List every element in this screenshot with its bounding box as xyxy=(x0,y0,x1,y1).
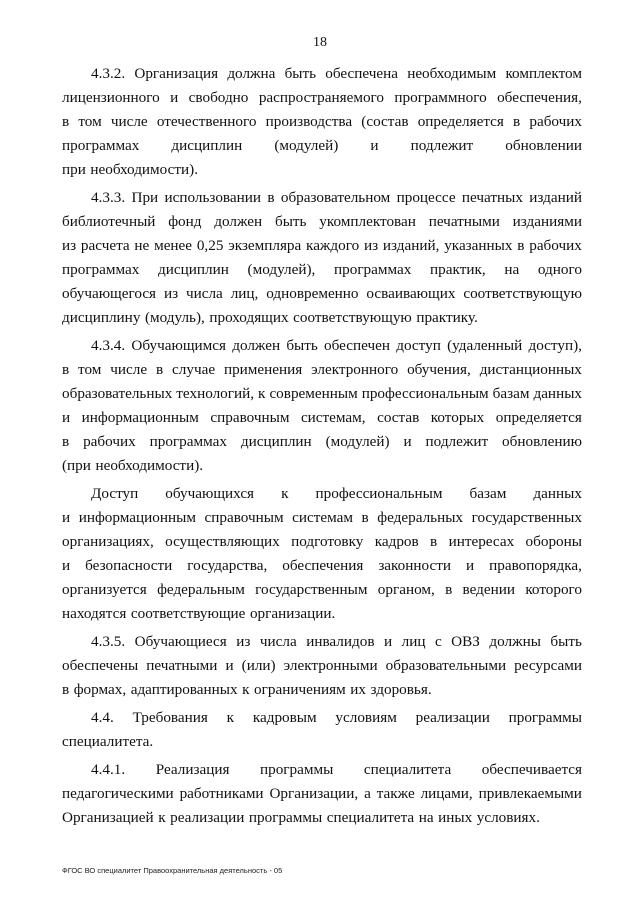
paragraph xyxy=(62,186,582,330)
text-line: из расчета не менее 0,25 экземпляра каждого из изданий, указанных в рабочих xyxy=(62,237,582,254)
text-line: находятся соответствующие организации. xyxy=(62,605,336,622)
text-line: 4.3.4. Обучающимся должен быть обеспечен доступ (удаленный доступ), xyxy=(91,337,582,354)
text-line: и безопасности государства, обеспечения законности и правопорядка, xyxy=(62,557,582,574)
text-line: Доступ обучающихся к профессиональным базам данных xyxy=(91,485,582,502)
page-number: 18 xyxy=(313,35,327,50)
page-footer: ФГОС ВО специалитет Правоохранительная деятельность - 05 xyxy=(62,866,283,875)
text-line: организуется федеральным государственным органом, в ведении которого xyxy=(62,581,582,598)
text-line: в формах, адаптированных к ограничениям их здоровья. xyxy=(62,681,432,698)
paragraph xyxy=(62,334,582,478)
text-line: педагогическими работниками Организации, а также лицами, привлекаемыми xyxy=(62,785,582,802)
paragraph xyxy=(62,62,582,182)
text-line: Организацией к реализации программы специалитета на иных условиях. xyxy=(62,809,540,826)
paragraph xyxy=(62,482,582,626)
text-line: обучающегося из числа лиц, одновременно осваивающих соответствующую xyxy=(62,285,582,302)
text-line: программах дисциплин (модулей), программах практик, на одного xyxy=(62,261,582,278)
text-line: образовательных технологий, к современным профессиональным базам данных xyxy=(62,385,582,402)
text-line: дисциплину (модуль), проходящих соответствующую практику. xyxy=(62,309,478,326)
paragraph xyxy=(62,758,582,830)
document-body xyxy=(62,62,582,830)
text-line: обеспечены печатными и (или) электронными образовательными ресурсами xyxy=(62,657,582,674)
text-line: и информационным справочным системам в федеральных государственных xyxy=(62,509,582,526)
text-line: организациях, осуществляющих подготовку кадров в интересах обороны xyxy=(62,533,582,550)
text-line: 4.3.2. Организация должна быть обеспечена необходимым комплектом xyxy=(91,65,582,82)
text-line: в рабочих программах дисциплин (модулей) и подлежит обновлению xyxy=(62,433,582,450)
text-line: библиотечный фонд должен быть укомплектован печатными изданиями xyxy=(62,213,582,230)
text-line: специалитета. xyxy=(62,733,154,750)
text-line: (при необходимости). xyxy=(62,457,204,474)
text-line: 4.3.3. При использовании в образовательном процессе печатных изданий xyxy=(91,189,582,206)
text-line: и информационным справочным системам, состав которых определяется xyxy=(62,409,582,426)
text-line: 4.4.1. Реализация программы специалитета обеспечивается xyxy=(91,761,582,778)
text-line: 4.4. Требования к кадровым условиям реализации программы xyxy=(91,709,582,726)
paragraph xyxy=(62,630,582,702)
text-line: 4.3.5. Обучающиеся из числа инвалидов и лиц с ОВЗ должны быть xyxy=(91,633,582,650)
paragraph xyxy=(62,706,582,754)
text-line: при необходимости). xyxy=(62,161,198,178)
text-line: программах дисциплин (модулей) и подлежит обновлении xyxy=(62,137,582,154)
text-line: лицензионного и свободно распространяемого программного обеспечения, xyxy=(62,89,582,106)
text-line: в том числе в случае применения электронного обучения, дистанционных xyxy=(62,361,582,378)
text-line: в том числе отечественного производства (состав определяется в рабочих xyxy=(62,113,582,130)
